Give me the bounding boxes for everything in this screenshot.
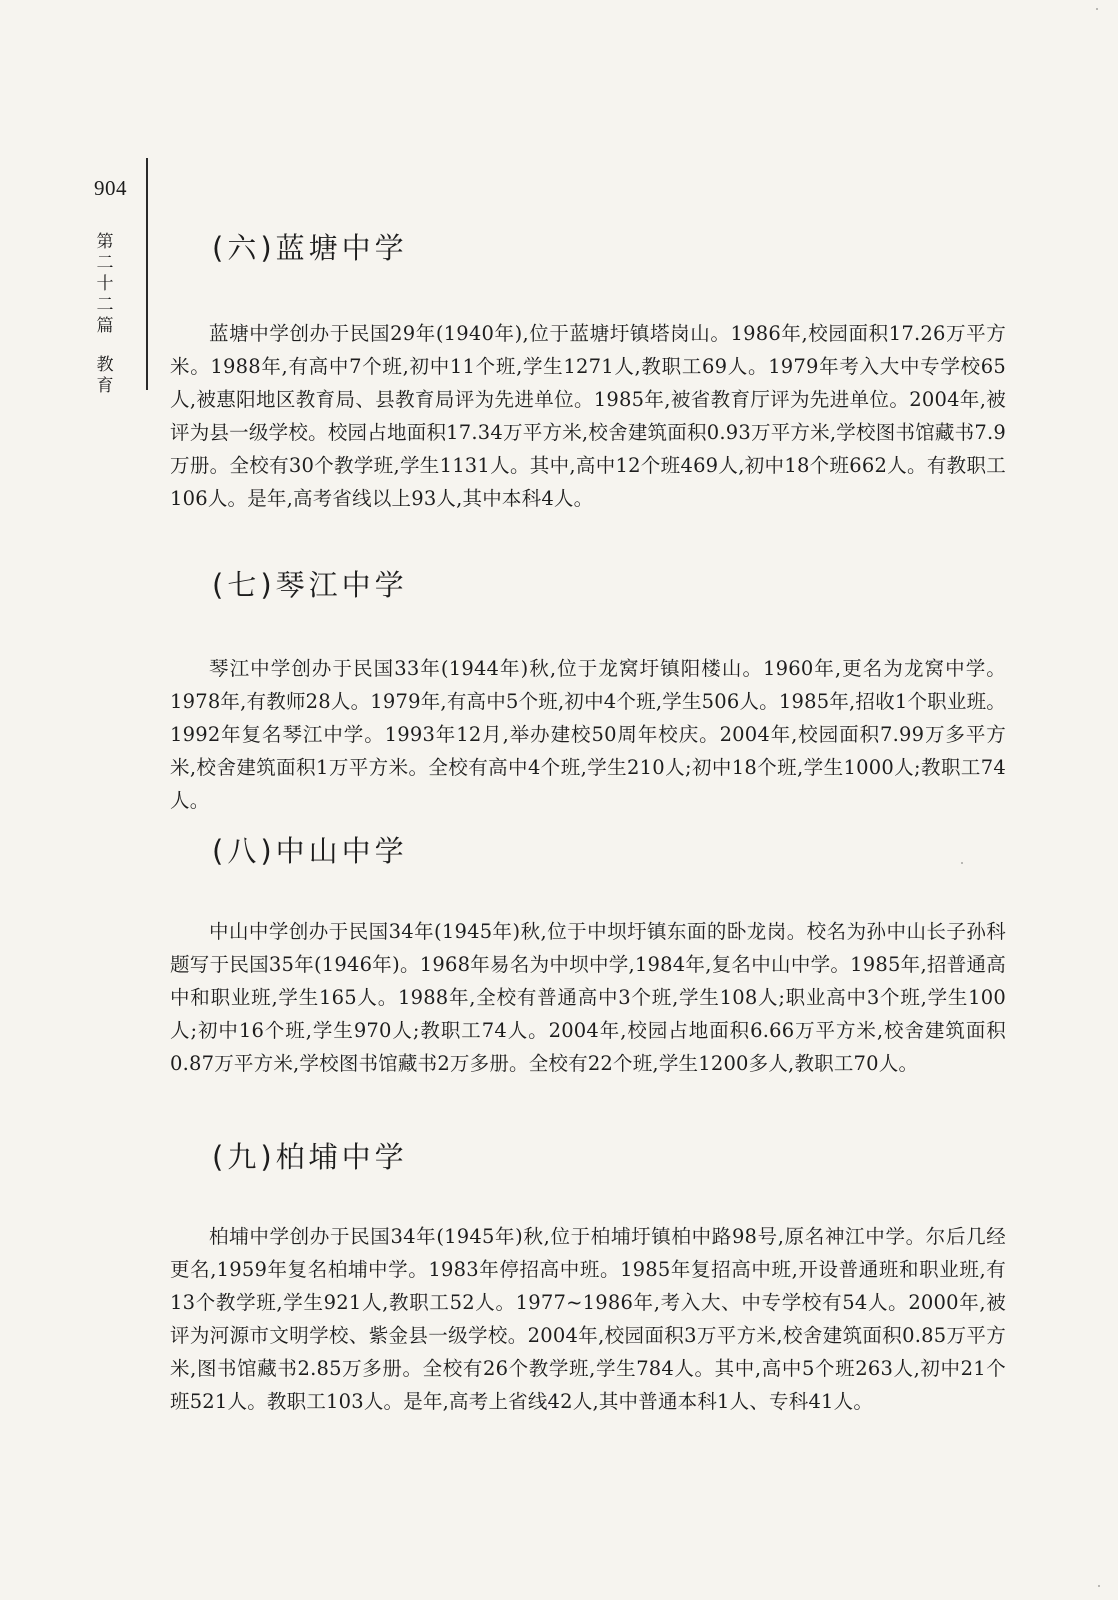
section-body: 琴江中学创办于民国33年(1944年)秋,位于龙窝圩镇阳楼山。1960年,更名为龙窝中学。1978年,有教师28人。1979年,有高中5个班,初中4个班,学生506人。1985年,招收1个职业班。1992年复名琴江中学。1993年12月,举办建校50周年校庆。2004年,校园面积7.99万多平方米,校舍建筑面积1万平方米。全校有高中4个班,学生210人;初中18个班,学生1000人;教职工74人。 — [170, 657, 1006, 812]
section-body: 柏埔中学创办于民国34年(1945年)秋,位于柏埔圩镇柏中路98号,原名神江中学。尔后几经更名,1959年复名柏埔中学。1983年停招高中班。1985年复招高中班,开设普通班和职业班,有13个教学班,学生921人,教职工52人。1977~1986年,考入大、中专学校有54人。2000年,被评为河源市文明学校、紫金县一级学校。2004年,校园面积3万平方米,校舍建筑面积0.85万平方米,图书馆藏书2.85万多册。全校有26个教学班,学生784人。其中,高中5个班263人,初中21个班521人。教职工103人。是年,高考上省线42人,其中普通本科1人、专科41人。 — [170, 1225, 1006, 1413]
subject-char: 教 — [96, 355, 114, 375]
section-heading: (八)中山中学 — [212, 834, 408, 868]
part-char: 二 — [96, 295, 114, 315]
section-lantang — [170, 226, 1006, 515]
section-qinjiang — [170, 563, 1006, 817]
scan-speck — [1098, 1585, 1100, 1587]
margin-rule — [146, 158, 148, 390]
section-heading: (六)蓝塘中学 — [212, 231, 408, 265]
scan-speck — [1096, 8, 1098, 10]
page-number: 904 — [94, 176, 127, 200]
section-body: 蓝塘中学创办于民国29年(1940年),位于蓝塘圩镇塔岗山。1986年,校园面积17.26万平方米。1988年,有高中7个班,初中11个班,学生1271人,教职工69人。1979年考入大中专学校65人,被惠阳地区教育局、县教育局评为先进单位。1985年,被省教育厅评为先进单位。2004年,被评为县一级学校。校园占地面积17.34万平方米,校舍建筑面积0.93万平方米,学校图书馆藏书7.9万册。全校有30个教学班,学生1131人。其中,高中12个班469人,初中18个班662人。有教职工106人。是年,高考省线以上93人,其中本科4人。 — [170, 322, 1006, 510]
part-char: 二 — [96, 253, 114, 273]
section-heading: (九)柏埔中学 — [212, 1140, 408, 1174]
part-char: 第 — [96, 232, 114, 252]
part-char: 篇 — [96, 316, 114, 336]
scan-speck — [961, 862, 963, 864]
section-baipu — [170, 1135, 1006, 1418]
running-head-vertical — [94, 232, 116, 397]
section-heading: (七)琴江中学 — [212, 568, 408, 602]
part-char: 十 — [96, 274, 114, 294]
section-body: 中山中学创办于民国34年(1945年)秋,位于中坝圩镇东面的卧龙岗。校名为孙中山长子孙科题写于民国35年(1946年)。1968年易名为中坝中学,1984年,复名中山中学。1985年,招普通高中和职业班,学生165人。1988年,全校有普通高中3个班,学生108人;职业高中3个班,学生100人;初中16个班,学生970人;教职工74人。2004年,校园占地面积6.66万平方米,校舍建筑面积0.87万平方米,学校图书馆藏书2万多册。全校有22个班,学生1200多人,教职工70人。 — [170, 920, 1006, 1075]
section-zhongshan — [170, 829, 1006, 1080]
subject-char: 育 — [96, 376, 114, 396]
